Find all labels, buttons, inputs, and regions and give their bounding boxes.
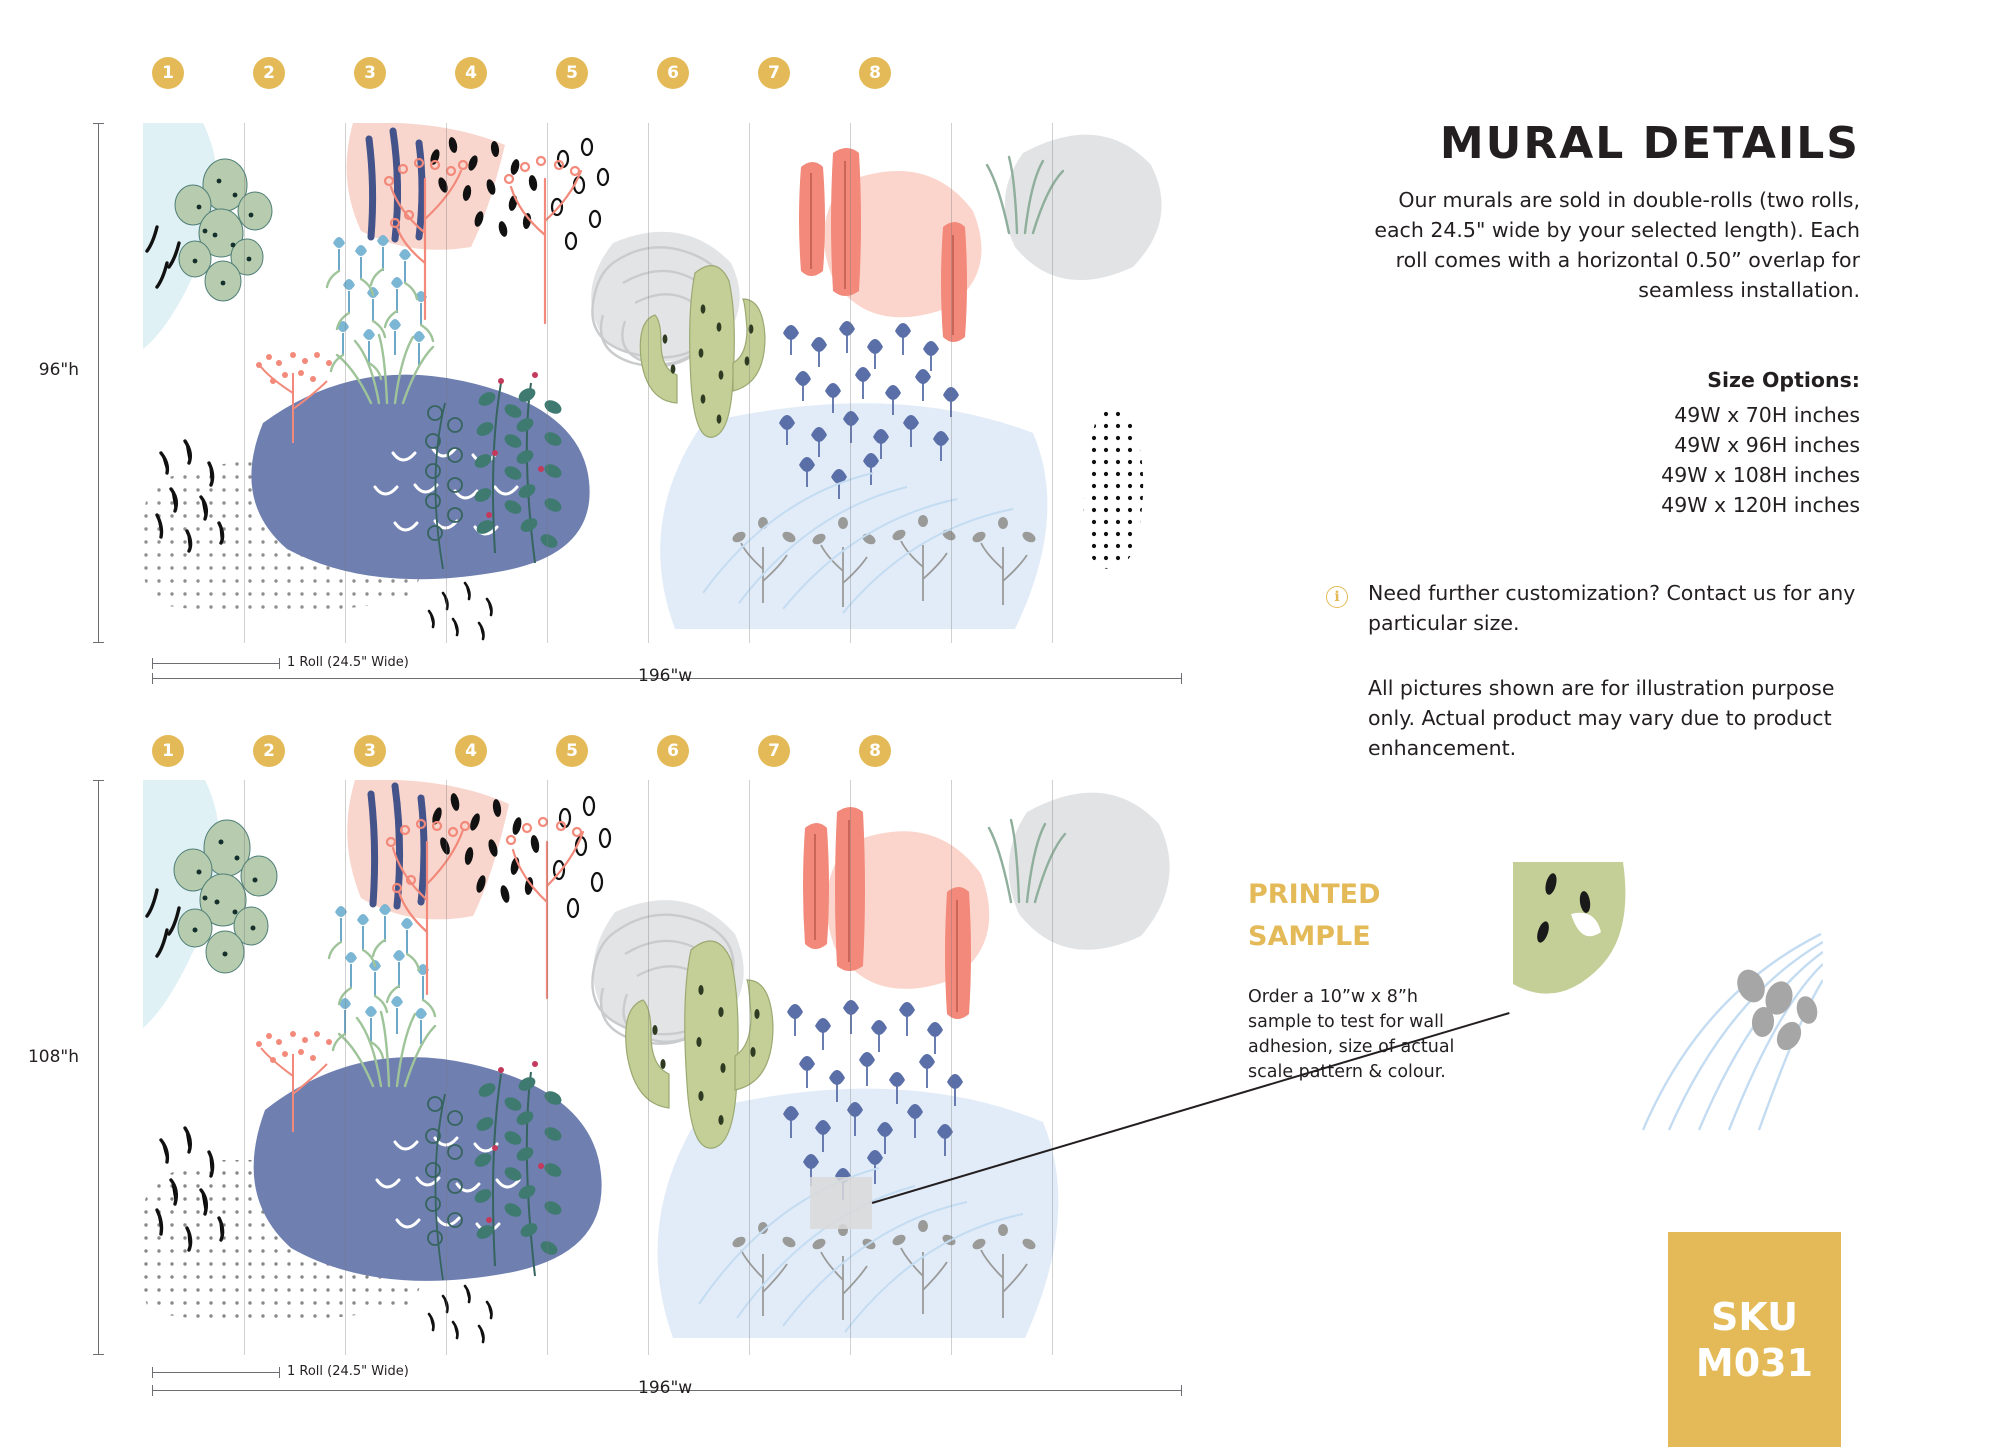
- height-label-bottom: 108"h: [27, 1047, 79, 1067]
- printed-sample-title-line1: PRINTED: [1248, 879, 1381, 910]
- sample-region-marker: [810, 1177, 872, 1229]
- printed-sample-title-line2: SAMPLE: [1248, 921, 1371, 952]
- height-dimension-line-top: [98, 123, 99, 643]
- sku-label: SKU: [1710, 1294, 1798, 1339]
- roll-seam: [951, 123, 952, 643]
- width-label-top: 196"w: [638, 666, 693, 686]
- size-option-item: 49W x 96H inches: [1674, 433, 1860, 457]
- roll-badge-b2: 2: [253, 735, 285, 767]
- disclaimer-text: All pictures shown are for illustration purpose only. Actual product may vary due to product enhancement.: [1368, 676, 1835, 760]
- roll-badge-b4: 4: [455, 735, 487, 767]
- roll-width-cap: [152, 1367, 153, 1378]
- roll-width-line-top: [152, 663, 280, 664]
- roll-badge-b8: 8: [859, 735, 891, 767]
- roll-width-cap: [279, 658, 280, 669]
- roll-seam: [547, 780, 548, 1355]
- height-dimension-cap: [93, 1354, 104, 1355]
- printed-sample-body: Order a 10”w x 8”h sample to test for wall adhesion, size of actual scale pattern & colour.: [1248, 987, 1455, 1082]
- customization-text: Need further customization? Contact us for any particular size.: [1368, 581, 1856, 635]
- roll-seam: [648, 780, 649, 1355]
- roll-badge-b1: 1: [152, 735, 184, 767]
- roll-width-label-bottom: 1 Roll (24.5" Wide): [287, 1364, 409, 1379]
- width-label-bottom: 196"w: [638, 1378, 693, 1398]
- roll-badge-8: 8: [859, 57, 891, 89]
- width-dimension-cap: [1181, 1385, 1182, 1396]
- roll-seam: [850, 780, 851, 1355]
- mural-preview-108h: [143, 780, 1183, 1355]
- roll-seam: [446, 780, 447, 1355]
- roll-badge-4: 4: [455, 57, 487, 89]
- roll-seam: [345, 123, 346, 643]
- sku-badge: [1668, 1232, 1841, 1447]
- details-body: Our murals are sold in double-rolls (two rolls, each 24.5" wide by your selected length). Each roll comes with a horizontal 0.50” overlap for seamless installation.: [1374, 188, 1860, 302]
- roll-seam: [749, 780, 750, 1355]
- roll-badge-7: 7: [758, 57, 790, 89]
- roll-badge-b5: 5: [556, 735, 588, 767]
- width-dimension-cap: [1181, 673, 1182, 684]
- roll-width-line-bottom: [152, 1372, 280, 1373]
- roll-badge-3: 3: [354, 57, 386, 89]
- roll-badge-5: 5: [556, 57, 588, 89]
- roll-width-cap: [279, 1367, 280, 1378]
- size-option-item: 49W x 70H inches: [1674, 403, 1860, 427]
- roll-seam: [244, 780, 245, 1355]
- roll-badge-b7: 7: [758, 735, 790, 767]
- sku-value: M031: [1695, 1340, 1814, 1385]
- roll-badge-1: 1: [152, 57, 184, 89]
- roll-seam: [1052, 123, 1053, 643]
- height-dimension-cap: [93, 642, 104, 643]
- height-dimension-cap: [93, 780, 104, 781]
- roll-badge-6: 6: [657, 57, 689, 89]
- width-dimension-cap: [152, 673, 153, 684]
- size-option-item: 49W x 120H inches: [1661, 493, 1860, 517]
- roll-badge-2: 2: [253, 57, 285, 89]
- roll-seam: [345, 780, 346, 1355]
- roll-seam: [1052, 780, 1053, 1355]
- page-title: MURAL DETAILS: [1439, 118, 1860, 169]
- roll-width-label-top: 1 Roll (24.5" Wide): [287, 655, 409, 670]
- roll-seam: [648, 123, 649, 643]
- roll-badge-b3: 3: [354, 735, 386, 767]
- roll-seam: [446, 123, 447, 643]
- roll-seam: [244, 123, 245, 643]
- size-option-item: 49W x 108H inches: [1661, 463, 1860, 487]
- roll-seam: [951, 780, 952, 1355]
- height-dimension-line-bottom: [98, 780, 99, 1355]
- mural-preview-96h: [143, 123, 1183, 643]
- printed-sample-swatch: [1513, 862, 1823, 1132]
- size-options-heading: Size Options:: [1707, 368, 1860, 392]
- roll-seam: [850, 123, 851, 643]
- roll-seam: [749, 123, 750, 643]
- width-dimension-cap: [152, 1385, 153, 1396]
- info-icon: i: [1326, 586, 1348, 608]
- roll-width-cap: [152, 658, 153, 669]
- roll-badge-b6: 6: [657, 735, 689, 767]
- height-label-top: 96"h: [38, 360, 79, 380]
- roll-seam: [547, 123, 548, 643]
- height-dimension-cap: [93, 123, 104, 124]
